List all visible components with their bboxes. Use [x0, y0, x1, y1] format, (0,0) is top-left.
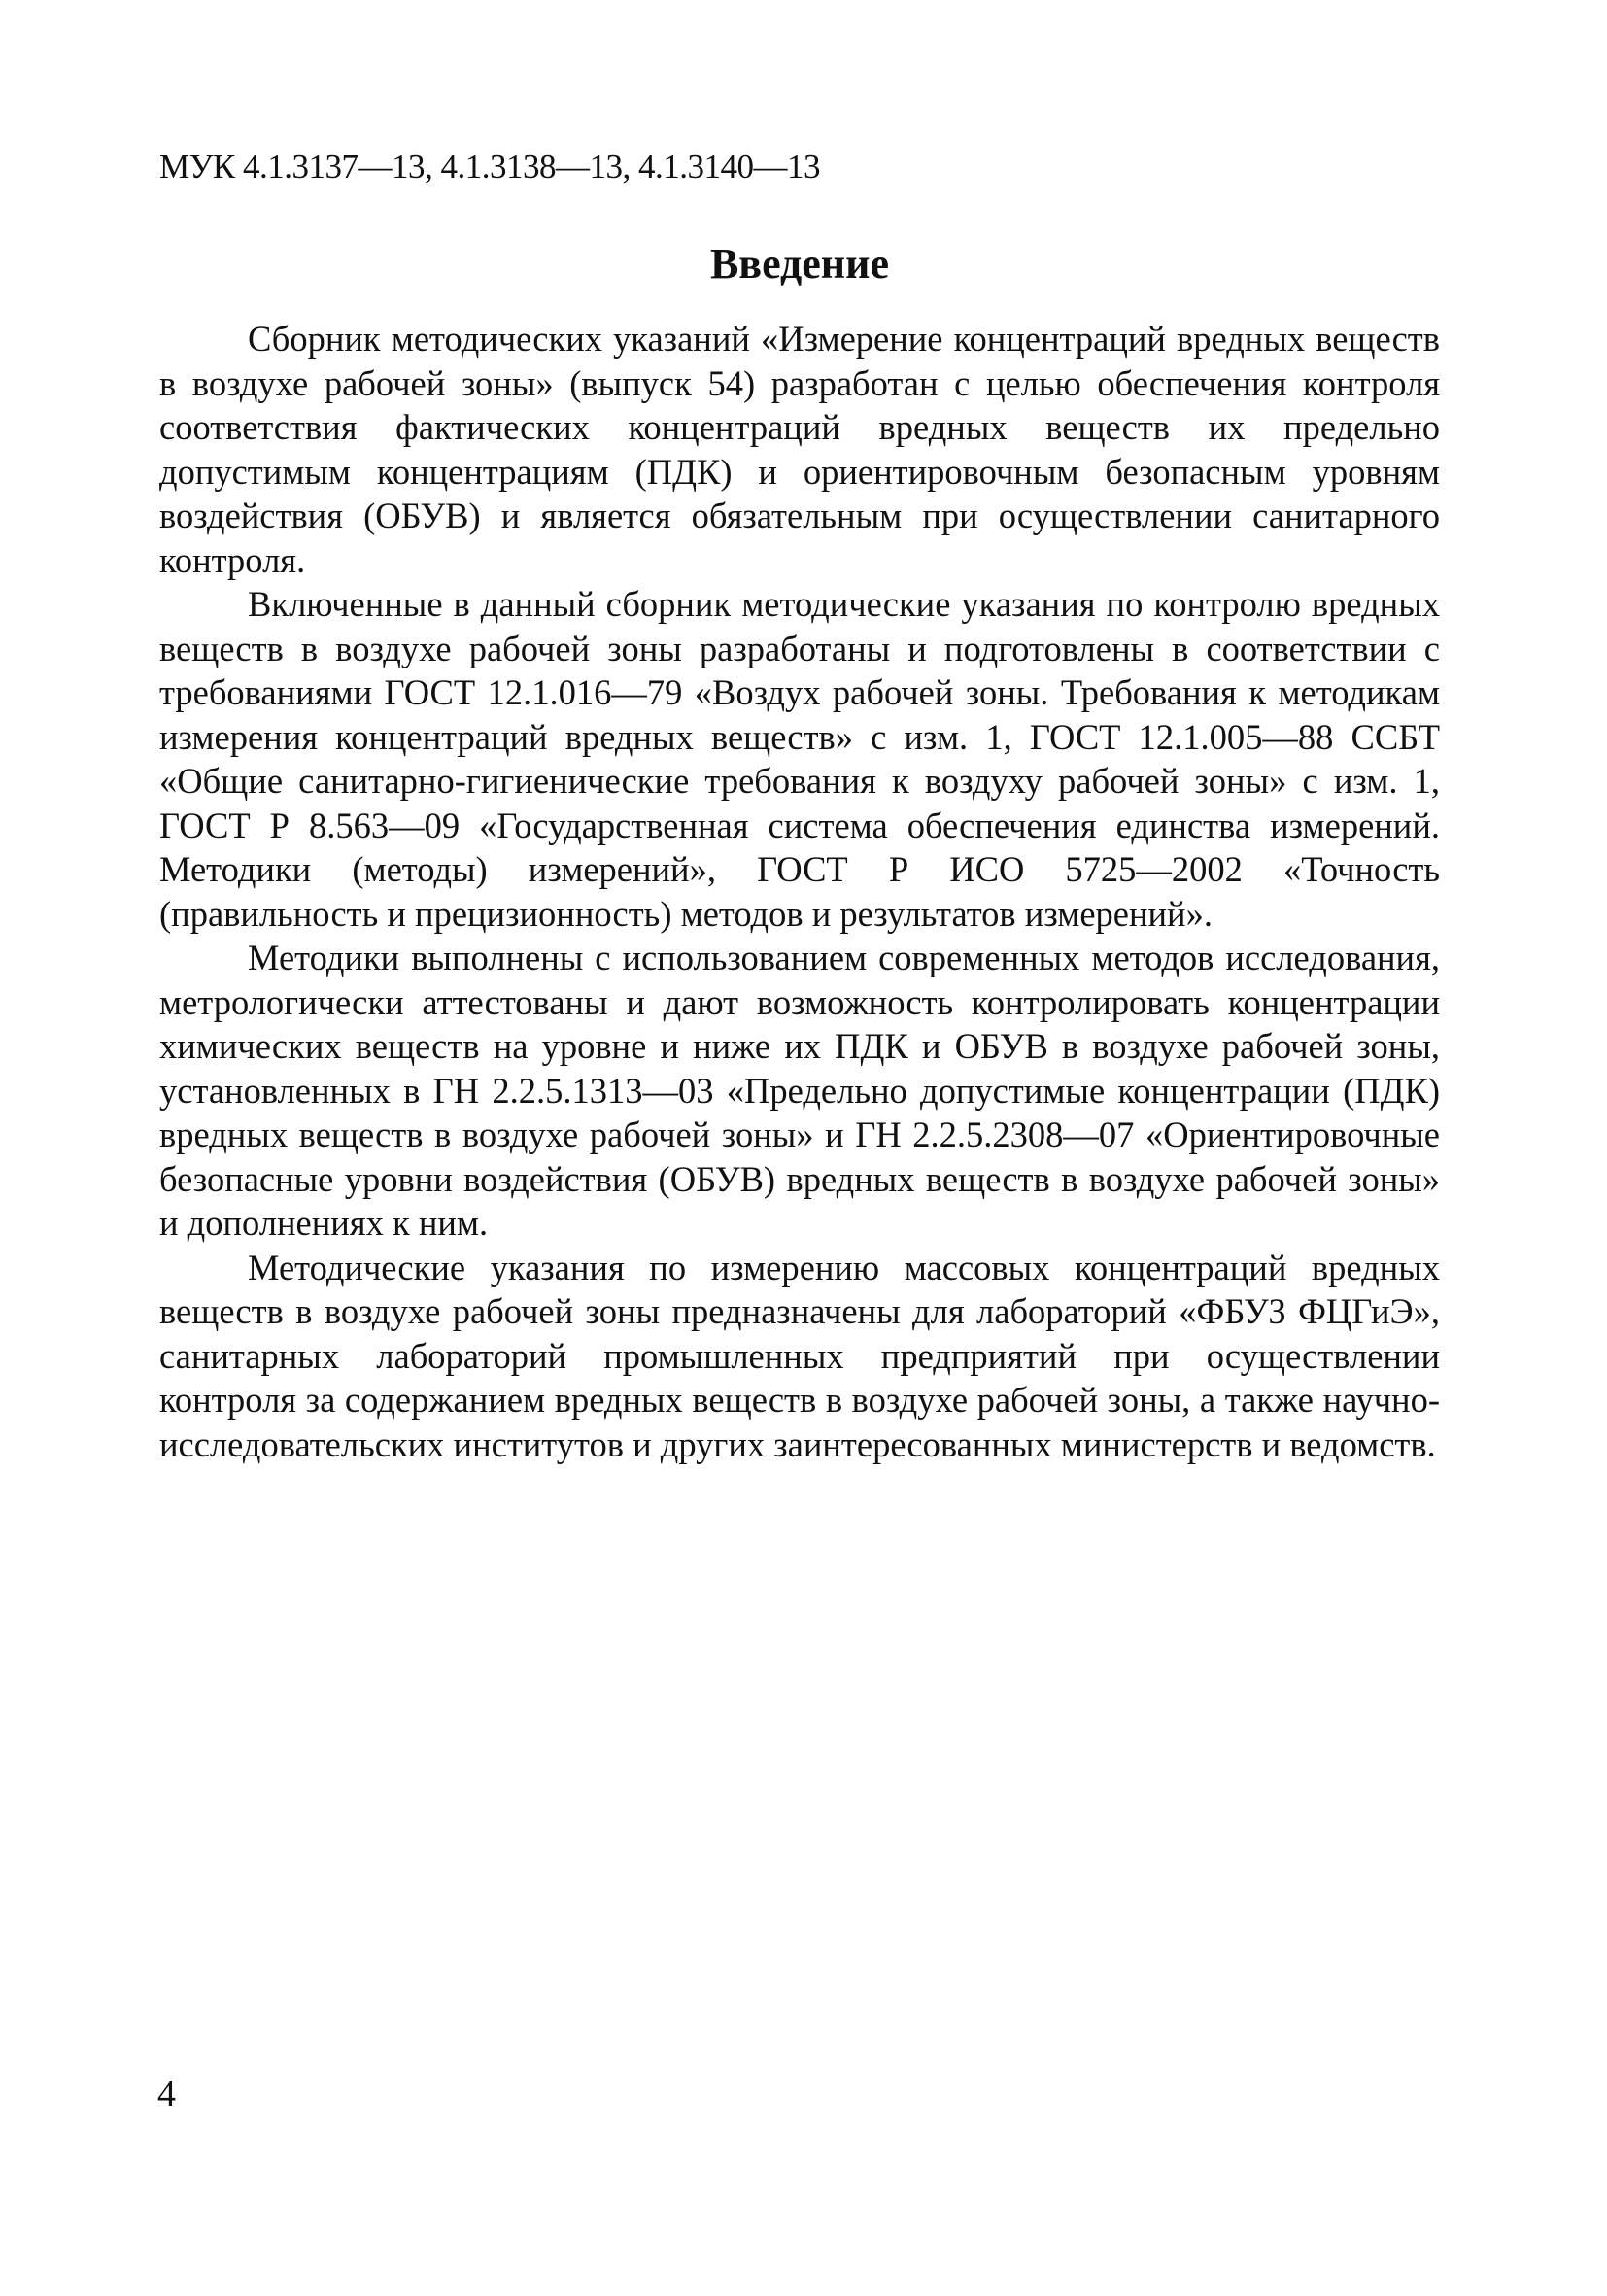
paragraph-4: Методические указания по измерению массовых концентраций вредных веществ в воздухе рабочей зоны предназначены для лабораторий «ФБУЗ ФЦГиЭ», санитарных лабораторий промышленных предприятий при осуществлении контроля за содержанием вредных веществ в воздухе рабочей зоны, а также научно-исследовательских институтов и других заинтересованных министерств и ведомств. [159, 1247, 1440, 1464]
paragraph-1: Сборник методических указаний «Измерение концентраций вредных веществ в воздухе рабочей зоны» (выпуск 54) разработан с целью обеспечения контроля соответствия фактических концентраций вредных веществ их предельно допустимым концентрациям (ПДК) и ориентировочным безопасным уровням воздействия (ОБУВ) и является обязательным при осуществлении санитарного контроля. [159, 319, 1440, 580]
body-text [159, 317, 1440, 1466]
section-title: Введение [709, 240, 890, 288]
paragraph-2: Включенные в данный сборник методические указания по контролю вредных веществ в воздухе рабочей зоны разработаны и подготовлены в соответствии с требованиями ГОСТ 12.1.016—79 «Воздух рабочей зоны. Требования к методикам измерения концентраций вредных веществ» с изм. 1, ГОСТ 12.1.005—88 ССБТ «Общие санитарно-гигиенические требования к воздуху рабочей зоны» с изм. 1, ГОСТ Р 8.563—09 «Государственная система обеспечения единства измерений. Методики (методы) измерений», ГОСТ Р ИСО 5725—2002 «Точность (правильность и прецизионность) методов и результатов измерений». [159, 584, 1440, 934]
page-number: 4 [157, 2073, 176, 2114]
running-header: МУК 4.1.3137—13, 4.1.3138—13, 4.1.3140—13 [159, 148, 820, 186]
paragraph-3: Методики выполнены с использованием современных методов исследования, метрологически аттестованы и дают возможность контролировать концентрации химических веществ на уровне и ниже их ПДК и ОБУВ в воздухе рабочей зоны, установленных в ГН 2.2.5.1313—03 «Предельно допустимые концентрации (ПДК) вредных веществ в воздухе рабочей зоны» и ГН 2.2.5.2308—07 «Ориентировочные безопасные уровни воздействия (ОБУВ) вредных веществ в воздухе рабочей зоны» и дополнениях к ним. [159, 938, 1440, 1243]
